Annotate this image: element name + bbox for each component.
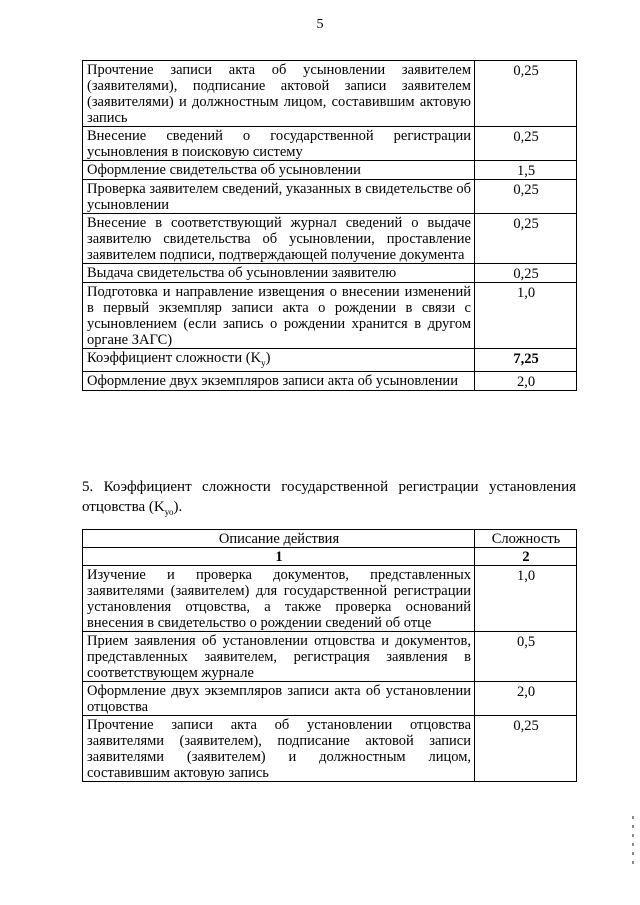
table-row bbox=[83, 682, 577, 716]
action-description: Выдача свидетельства об усыновлении заявителю bbox=[83, 264, 475, 283]
total-label-tail: ) bbox=[265, 350, 271, 366]
complexity-value: 2,0 bbox=[475, 682, 577, 716]
complexity-value: 0,25 bbox=[475, 180, 577, 214]
table-row bbox=[83, 283, 577, 349]
table-row bbox=[83, 632, 577, 682]
table-row bbox=[83, 61, 577, 127]
complexity-value: 0,25 bbox=[475, 214, 577, 264]
table-row bbox=[83, 371, 577, 390]
complexity-value: 0,25 bbox=[475, 716, 577, 782]
total-value: 7,25 bbox=[475, 349, 577, 372]
action-description: Внесение в соответствующий журнал сведений о выдаче заявителю свидетельства об усыновлении, проставление заявителем подписи, подтверждающей получение документа bbox=[83, 214, 475, 264]
table-row bbox=[83, 264, 577, 283]
action-description: Оформление свидетельства об усыновлении bbox=[83, 161, 475, 180]
action-description: Прочтение записи акта об усыновлении заявителем (заявителями), подписание актовой записи заявителем (заявителями) и должностным лицом, составившим актовую запись bbox=[83, 61, 475, 127]
page-number: 5 bbox=[316, 17, 324, 32]
section-5-heading bbox=[82, 477, 576, 522]
column-number: 2 bbox=[475, 548, 577, 566]
total-label-text: Коэффициент сложности (K bbox=[87, 350, 262, 366]
section-number: 5. bbox=[82, 479, 94, 495]
section-text: Коэффициент сложности государственной регистрации установления отцовства (K bbox=[82, 479, 577, 515]
table-row bbox=[83, 716, 577, 782]
column-number: 1 bbox=[83, 548, 475, 566]
header-row bbox=[83, 530, 577, 548]
complexity-value: 1,5 bbox=[475, 161, 577, 180]
table-row bbox=[83, 566, 577, 632]
action-description: Оформление двух экземпляров записи акта об усыновлении bbox=[83, 371, 475, 390]
complexity-value: 0,25 bbox=[475, 127, 577, 161]
total-label-subscript: у bbox=[261, 357, 266, 368]
paternity-complexity-table bbox=[82, 529, 577, 782]
action-description: Оформление двух экземпляров записи акта об установлении отцовства bbox=[83, 682, 475, 716]
margin-marks bbox=[630, 810, 636, 900]
header-description: Описание действия bbox=[83, 530, 475, 548]
complexity-value: 0,25 bbox=[475, 61, 577, 127]
total-label bbox=[83, 349, 475, 372]
complexity-value: 0,25 bbox=[475, 264, 577, 283]
complexity-value: 2,0 bbox=[475, 371, 577, 390]
total-row bbox=[83, 349, 577, 372]
action-description: Прочтение записи акта об установлении отцовства заявителями (заявителем), подписание актовой записи заявителями (заявителем) и должностным лицом, составившим актовую запись bbox=[83, 716, 475, 782]
action-description: Изучение и проверка документов, представленных заявителями (заявителем) для государственной регистрации установления отцовства, а также проверка оснований внесения в свидетельство о рождении сведений об отце bbox=[83, 566, 475, 632]
table-row bbox=[83, 161, 577, 180]
complexity-value: 0,5 bbox=[475, 632, 577, 682]
table-row bbox=[83, 180, 577, 214]
column-numbers-row bbox=[83, 548, 577, 566]
action-description: Прием заявления об установлении отцовства и документов, представленных заявителем, регистрация заявления в соответствующем журнале bbox=[83, 632, 475, 682]
action-description: Проверка заявителем сведений, указанных в свидетельстве об усыновлении bbox=[83, 180, 475, 214]
section-subscript: уо bbox=[164, 507, 174, 517]
table-row bbox=[83, 214, 577, 264]
complexity-value: 1,0 bbox=[475, 566, 577, 632]
adoption-complexity-table bbox=[82, 60, 577, 391]
action-description: Внесение сведений о государственной регистрации усыновления в поисковую систему bbox=[83, 127, 475, 161]
complexity-value: 1,0 bbox=[475, 283, 577, 349]
action-description: Подготовка и направление извещения о внесении изменений в первый экземпляр записи акта о рождении в связи с усыновлением (если запись о рождении хранится в другом органе ЗАГС) bbox=[83, 283, 475, 349]
section-tail: ). bbox=[173, 499, 183, 515]
header-complexity: Сложность bbox=[475, 530, 577, 548]
table-row bbox=[83, 127, 577, 161]
